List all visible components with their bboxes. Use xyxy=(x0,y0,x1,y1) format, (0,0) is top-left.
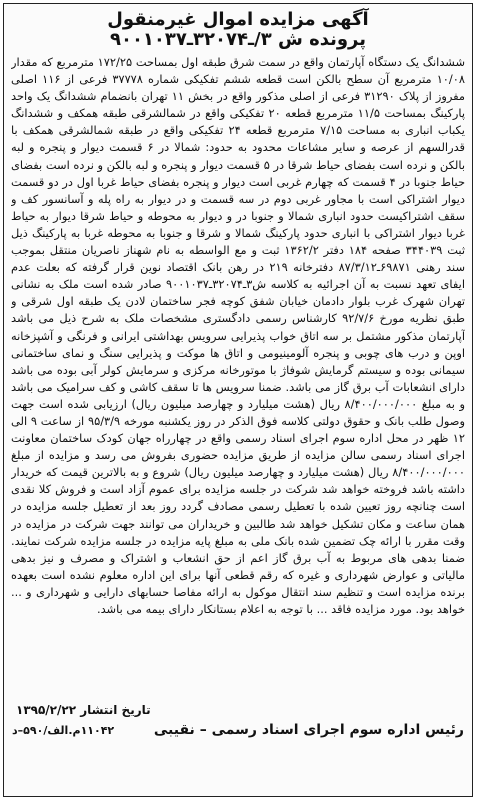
notice-body: ششدانگ یک دستگاه آپارتمان واقع در سمت شرق طبقه اول بمساحت ۱۷۲/۲۵ مترمربع که مقدار ۱۰/۰۸ مترمربع آن سطح بالکن است قطعه ششم تفکیکی شماره ۳۷۷۷۸ فرعی از ۱۱۶ اصلی مفروز از پلاک ۳۱۲۹۰ فرعی از اصلی مذکور واقع در بخش ۱۱ تهران بانضمام ششدانگ یک واحد پارکینگ بمساحت ۱۱/۵ مترمربع قطعه ۲۰ تفکیکی واقع در شمالشرقی طبقه همکف و ششدانگ یکباب انباری به مساحت ۷/۱۵ مترمربع قطعه ۲۴ تفکیکی واقع در طبقه شمالشرقی همکف با قدرالسهم از عرصه و سایر مشاعات محدود به حدود: شمالا در ۶ قسمت دیوار و پنجره و لبه بالکن و نرده است بفضای حیاط شرقا در ۵ قسمت دیوار و پنجره و لبه بالکن و نرده است بفضای حیاط جنوبا در ۴ قسمت که چهارم غربی است دیوار و پنجره بفضای حیاط غربا اول در دو قسمت دیوار اشتراکی است با مجاور غربی دوم در سه قسمت و در دیوار به راه پله و آسانسور کف و سقف اشتراکیست حدود انباری شمالا و جنوبا در و دیوار به محوطه و حیاط شرقا دیوار به حیاط غربا دیوار اشتراکی با انباری حدود پارکینگ شمالا و شرقا و جنوبا به محوطه غربا به پارکینگ ذیل ثبت ۳۴۴۰۳۹ صفحه ۱۸۴ دفتر ۱۳۶۲/۲ ثبت و مع الواسطه به نام شهناز ناصریان منتقل بموجب سند رهنی ۶۹۸۷۱ـ۸۷/۳/۱۲ دفترخانه ۲۱۹ در رهن بانک اقتصاد نوین قرار گرفته که بعلت عدم ایفای تعهد نسبت به آن اجرائیه به کلاسه ش۳ـ۳۲۰۷۴ـ۹۰۰۱۰۳۷ صادر شده است ملک به نشانی تهران شهرک غرب بلوار دادمان خیابان شفق کوچه فجر ساختمان لادن یک طبقه اول شرقی و طبق نظریه مورخ ۹۲/۷/۶ کارشناس رسمی دادگستری مشخصات ملک به شرح ذیل می باشد آپارتمان مذکور مشتمل بر سه اتاق خواب پذیرایی سرویس بهداشتی ایرانی و فرنگی و آشپزخانه اوپن و درب های چوبی و پنجره آلومینیومی و اتاق ها موکت و پذیرایی سنگ و نمای ساختمانی سیمانی بوده و سیستم گرمایش شوفاژ با موتورخانه مرکزی و سرمایش کولر آبی بوده می باشد دارای انشعابات آب برق گاز می باشد. ضمنا سرویس ها تا سقف کاشی و کف سرامیک می باشد و به مبلغ ۸/۴۰۰/۰۰۰/۰۰۰ ریال (هشت میلیارد و چهارصد میلیون ریال) ارزیابی شده است جهت وصول طلب بانک و حقوق دولتی کلاسه فوق الذکر در روز یکشنبه مورخه ۹۵/۳/۹ از ساعت ۹ الی ۱۲ ظهر در محل اداره سوم اجرای اسناد رسمی واقع در چهارراه جهان کودک ساختمان معاونت اجرای اسناد رسمی سالن مزایده از طریق مزایده حضوری بفروش می رسد و مزایده از مبلغ ۸/۴۰۰/۰۰۰/۰۰۰ ریال (هشت میلیارد و چهارصد میلیون ریال) شروع و به بالاترین قیمت که خریدار داشته باشد فروخته خواهد شد شرکت در جلسه مزایده برای عموم آزاد است و فروش کلا نقدی است چنانچه روز تعیین شده با تعطیل رسمی مصادف گردد روز بعد از تعطیل جلسه مزایده در همان ساعت و مکان تشکیل خواهد شد طالبین و خریداران می توانند جهت شرکت در مزایده در وقت مقرر با ارائه چک تضمین شده بانک ملی به مبلغ پایه مزایده در جلسه مزایده شرکت نمایند. ضمنا بدهی های مربوط به آب برق گاز اعم از حق انشعاب و اشتراک و مصرف و نیز بدهی مالیاتی و عوارض شهرداری و غیره که رقم قطعی آنها برای این اداره معلوم نشده است بعهده برنده مزایده است و تنظیم سند انتقال موکول به ارائه مفاصا حسابهای دارایی و شهرداری و ... خواهد بود. مورد مزایده فاقد ... با توجه به اعلام بستانکار دارای بیمه می باشد. xyxy=(11,55,465,616)
notice-footer xyxy=(12,722,464,738)
case-number: پرونده ش ۳/ـ۳۲۰۷۴ـ۹۰۰۱۰۳۷ xyxy=(109,29,367,50)
notice-title: آگهی مزایده اموال غیرمنقول xyxy=(107,9,369,30)
publish-date: تاریخ انتشار ۱۳۹۵/۲/۲۲ xyxy=(16,703,151,717)
reference-code: ۱۱۰۴۲م.الف/۵۹۰–د xyxy=(12,723,115,737)
auction-notice xyxy=(3,3,473,797)
signature: رئیس اداره سوم اجرای اسناد رسمی – نقیبی xyxy=(153,722,464,738)
